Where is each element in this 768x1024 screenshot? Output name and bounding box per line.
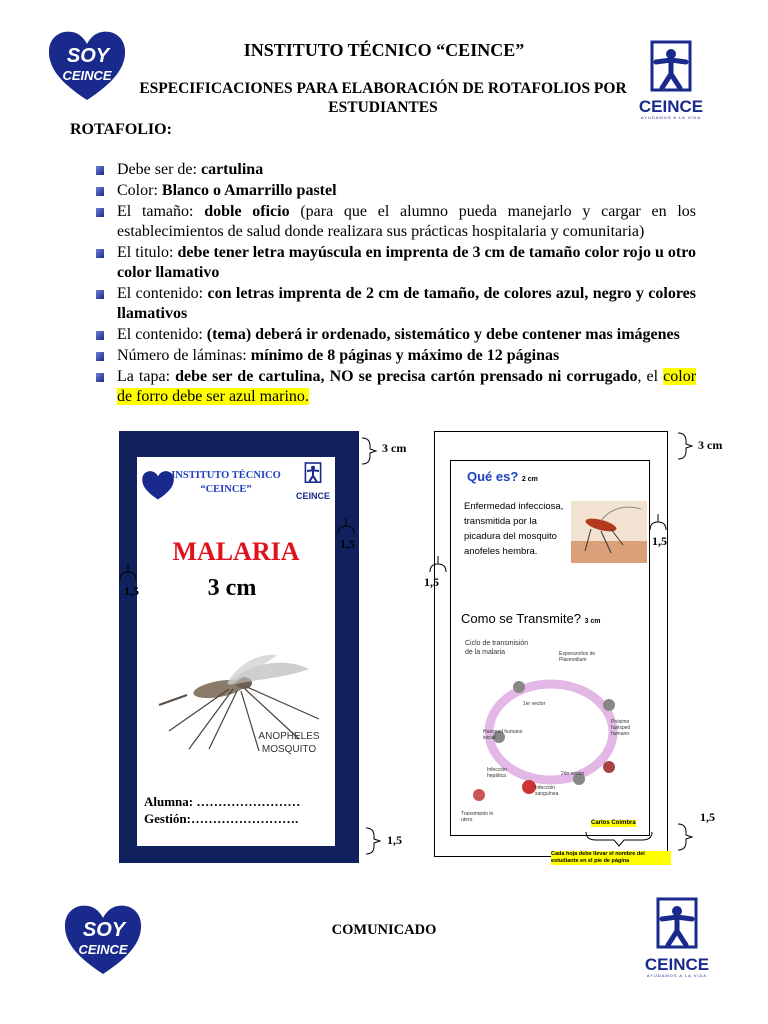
disease-description: Enfermedad infecciosa, transmitida por la picadura del mosquito anofeles hembra. — [464, 501, 564, 557]
cycle-label: Próximo huésped humano — [611, 719, 631, 737]
margin-side-label: 1,5 — [652, 534, 667, 548]
bullet-icon — [96, 249, 104, 258]
ceince-wordmark: CEINCE — [638, 97, 704, 116]
brace-icon — [676, 822, 696, 852]
cycle-title: Ciclo de transmisión de la malaria — [465, 640, 529, 656]
brace-icon — [364, 826, 384, 856]
soy-ceince-logo-small — [141, 469, 175, 501]
question-heading: Qué es? 2 cm — [467, 469, 538, 484]
image-caption-2: MOSQUITO — [261, 744, 317, 755]
bullet-icon — [96, 331, 104, 340]
image-caption-1: ANOPHELES — [258, 731, 320, 742]
spec-item: El titulo: debe tener letra mayúscula en imprenta de 3 cm de tamaño color rojo u otro color llamativo — [96, 243, 696, 283]
cycle-label: 2do vector — [561, 771, 585, 777]
spec-item: Color: Blanco o Amarrillo pastel — [96, 181, 696, 201]
footer-note: Cada hoja debe llevar el nombre del estudiante en el pie de página — [551, 851, 671, 865]
brace-icon — [584, 830, 654, 850]
mosquito-bite-photo — [571, 501, 647, 563]
bullet-icon — [96, 352, 104, 361]
student-field: Alumna: …………………… — [144, 794, 301, 809]
cover-institute: INSTITUTO TÉCNICO “CEINCE” — [171, 470, 281, 495]
cycle-label: Transmisión in utero — [461, 811, 494, 823]
bullet-icon — [96, 208, 104, 217]
margin-top-left-label: 3 cm — [382, 441, 407, 455]
brace-icon — [336, 516, 356, 536]
transmission-heading: Como se Transmite? 3 cm — [461, 611, 601, 626]
spec-item: El tamaño: doble oficio (para que el alumno pueda manejarlo y cargar en los establecimientos de salud donde realizara sus prácticas hospitalaria y comunitaria) — [96, 202, 696, 242]
bullet-icon — [96, 290, 104, 299]
mosquito-illustration — [149, 639, 329, 759]
cycle-label: Infección sanguínea — [535, 785, 559, 797]
bullet-icon — [96, 187, 104, 196]
cover-title: MALARIA — [172, 537, 300, 566]
student-name-label: Carlos Coimbra — [591, 820, 636, 826]
ceince-tagline: AYUDAMOS A LA VIDA — [640, 115, 702, 120]
gestion-field: Gestión:……………………. — [144, 811, 299, 826]
spec-item: Debe ser de: cartulina — [96, 160, 696, 180]
svg-text:CEINCE: CEINCE — [78, 942, 128, 957]
cover-example — [119, 431, 359, 863]
cycle-label: 1er vector — [523, 701, 546, 707]
margin-bottom-right-label: 1,5 — [700, 810, 715, 824]
cover-fields — [144, 793, 300, 827]
svg-text:SOY: SOY — [82, 919, 126, 941]
brace-icon — [676, 431, 696, 461]
document-subtitle: ESPECIFICACIONES PARA ELABORACIÓN DE ROTAFOLIOS POR ESTUDIANTES — [139, 80, 627, 116]
ceince-logo-bottom: CEINCE AYUDAMOS A LA VIDA — [642, 896, 712, 974]
bullet-icon — [96, 373, 104, 382]
margin-top-right-label: 3 cm — [698, 438, 723, 452]
ceince-logo-small: CEINCE — [293, 459, 333, 500]
brace-icon — [648, 512, 668, 532]
brace-icon — [360, 436, 380, 466]
brace-icon — [118, 562, 138, 582]
margin-side-label: 1,5 — [124, 584, 139, 598]
footer-title: COMUNICADO — [331, 922, 437, 938]
content-page — [450, 460, 650, 836]
cover-title-size: 3 cm — [207, 575, 257, 601]
spec-item: Número de láminas: mínimo de 8 páginas y máximo de 12 páginas — [96, 346, 696, 366]
content-page-example — [434, 431, 668, 857]
cover-page — [137, 457, 335, 846]
cycle-label: Infección hepática — [487, 767, 508, 779]
margin-side-label: 1,5 — [424, 575, 439, 589]
brace-icon — [428, 554, 448, 574]
section-label: ROTAFOLIO: — [70, 121, 172, 138]
cycle-label: Esporozoítos de Plasmodium — [559, 651, 596, 663]
bullet-icon — [96, 166, 104, 175]
soy-text: SOY — [66, 45, 110, 67]
soy-ceince-logo-bottom — [62, 902, 144, 976]
cycle-label: Huésped humano inicial — [483, 729, 523, 741]
specifications-list — [96, 160, 696, 408]
spec-item: La tapa: debe ser de cartulina, NO se precisa cartón prensado ni corrugado, el color de forro debe ser azul marino. — [96, 367, 696, 407]
highlighted-text: color de forro debe ser azul marino. — [117, 368, 697, 405]
ceince-text: CEINCE — [62, 68, 112, 83]
spec-item: El contenido: con letras imprenta de 2 cm de tamaño, de colores azul, negro y colores llamativos — [96, 284, 696, 324]
institute-title: INSTITUTO TÉCNICO “CEINCE” — [243, 40, 525, 60]
margin-bottom-left-label: 1,5 — [387, 833, 402, 847]
margin-side-label: 1,5 — [340, 537, 355, 551]
spec-item: El contenido: (tema) deberá ir ordenado, sistemático y debe contener mas imágenes — [96, 325, 696, 345]
